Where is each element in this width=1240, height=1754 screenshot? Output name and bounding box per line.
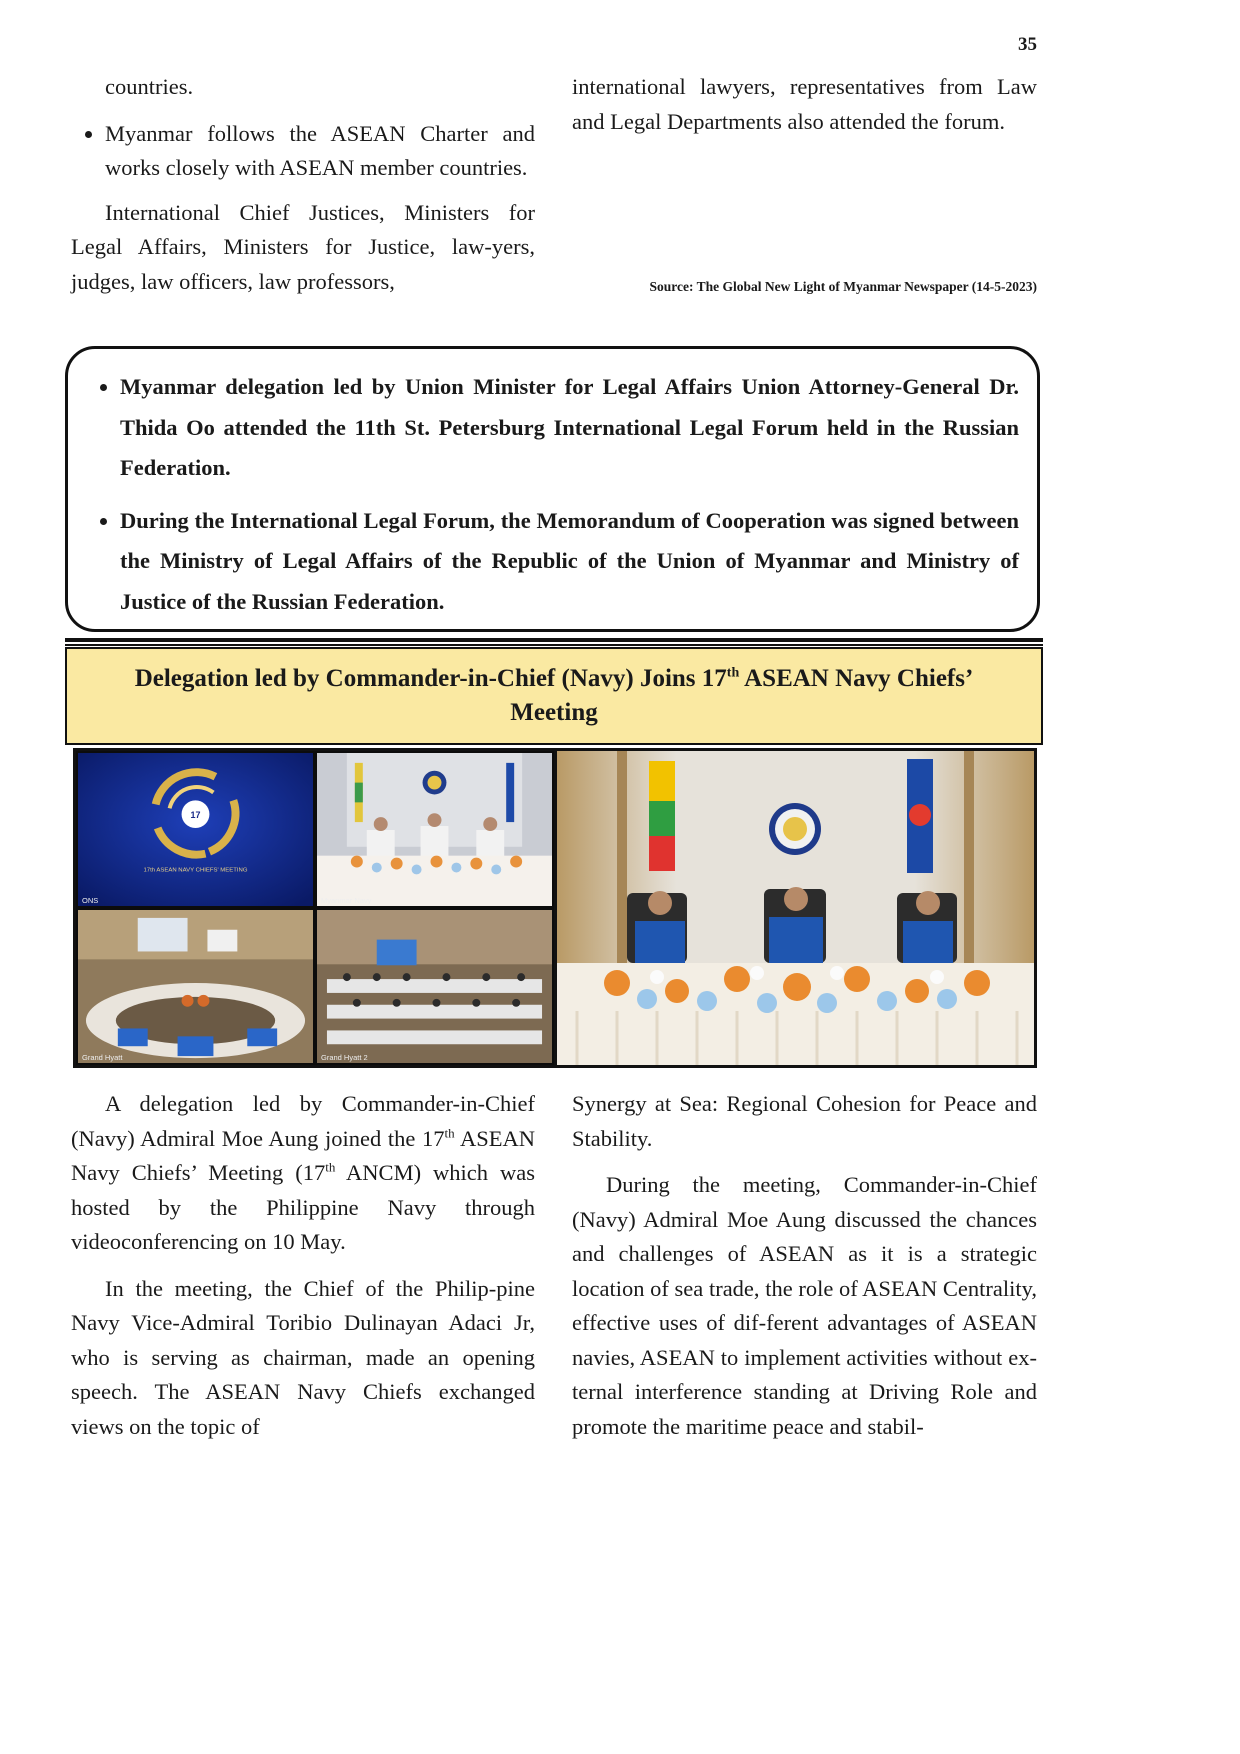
tile-label: Grand Hyatt	[82, 1053, 123, 1062]
continued-text: Synergy at Sea: Regional Cohesion for Peace and Stability.	[572, 1091, 1037, 1151]
top-left-column	[71, 70, 535, 311]
grand-hyatt-hall-tile	[78, 910, 313, 1063]
paragraph: A delegation led by Commander-in-Chief (Navy) Admiral Moe Aung joined the 17th ASEAN Navy Chiefs’ Meeting (17th ANCM) which was hosted by the Philippine Navy through videoconferencing on 10 May.	[71, 1091, 535, 1254]
bullet-list	[71, 117, 535, 186]
highlight-bullet: • Myanmar delegation led by Union Minister for Legal Affairs Union Attorney-General Dr. Thida Oo attended the 11th St. Petersburg International Legal Forum held in the Russian Federation.	[120, 367, 1019, 489]
paragraph: During the meeting, Commander-in-Chief (Navy) Admiral Moe Aung discussed the chances and challenges of ASEAN as it is a strategic location of sea trade, the role of ASEAN Centrality, effective uses of dif-ferent advantages of ASEAN navies, ASEAN to implement activities without ex-ternal interference standing at Driving Role and promote the maritime peace and stabil-	[572, 1172, 1037, 1439]
bullet-item: • Myanmar follows the ASEAN Charter and works closely with ASEAN member countries.	[105, 117, 535, 186]
continued-text: international lawyers, representatives from Law and Legal Departments also attended the forum.	[572, 74, 1037, 134]
paragraph: In the meeting, the Chief of the Philip-pine Navy Vice-Admiral Toribio Dulinayan Adaci Jr, who is serving as chairman, made an opening speech. The ASEAN Navy Chiefs exchanged views on the topic of	[71, 1275, 535, 1439]
navy-chiefs-photo	[557, 751, 1034, 1065]
continued-text: countries.	[105, 74, 194, 99]
tile-label: Grand Hyatt 2	[321, 1053, 368, 1062]
logo-caption: 17th ASEAN NAVY CHIEFS' MEETING	[143, 867, 248, 874]
tile-label: Myanmar Navy	[321, 896, 372, 905]
headline-line1: Delegation led by Commander-in-Chief (Navy) Joins 17th ASEAN Navy Chiefs’	[134, 665, 974, 692]
logo-number: 17	[190, 810, 201, 821]
photo-strip	[73, 748, 1037, 1068]
top-right-column	[572, 70, 1037, 151]
grand-hyatt-audience-tile	[317, 910, 552, 1063]
highlight-bullets	[84, 367, 1019, 622]
source-citation: Source: The Global New Light of Myanmar Newspaper (14-5-2023)	[649, 279, 1037, 294]
tile-label: ONS	[82, 896, 99, 905]
paragraph: International Chief Justices, Ministers for Legal Affairs, Ministers for Justice, law-yers, judges, law officers, law professors,	[71, 199, 535, 294]
bottom-left-column	[71, 1087, 535, 1456]
page-number: 35	[1018, 34, 1037, 55]
video-conference-grid-photo	[76, 751, 554, 1065]
highlight-box	[65, 346, 1040, 632]
article-headline	[65, 647, 1043, 745]
headline-line2: Meeting	[510, 699, 598, 726]
divider	[65, 638, 1043, 642]
myanmar-navy-tile	[317, 753, 552, 906]
conference-logo-tile	[78, 753, 313, 906]
divider	[65, 644, 1043, 646]
bottom-right-column	[572, 1087, 1037, 1456]
highlight-bullet: • During the International Legal Forum, the Memorandum of Cooperation was signed between the Ministry of Legal Affairs of the Republic of the Union of Myanmar and Ministry of Justice of the Russian Federation.	[120, 501, 1019, 623]
